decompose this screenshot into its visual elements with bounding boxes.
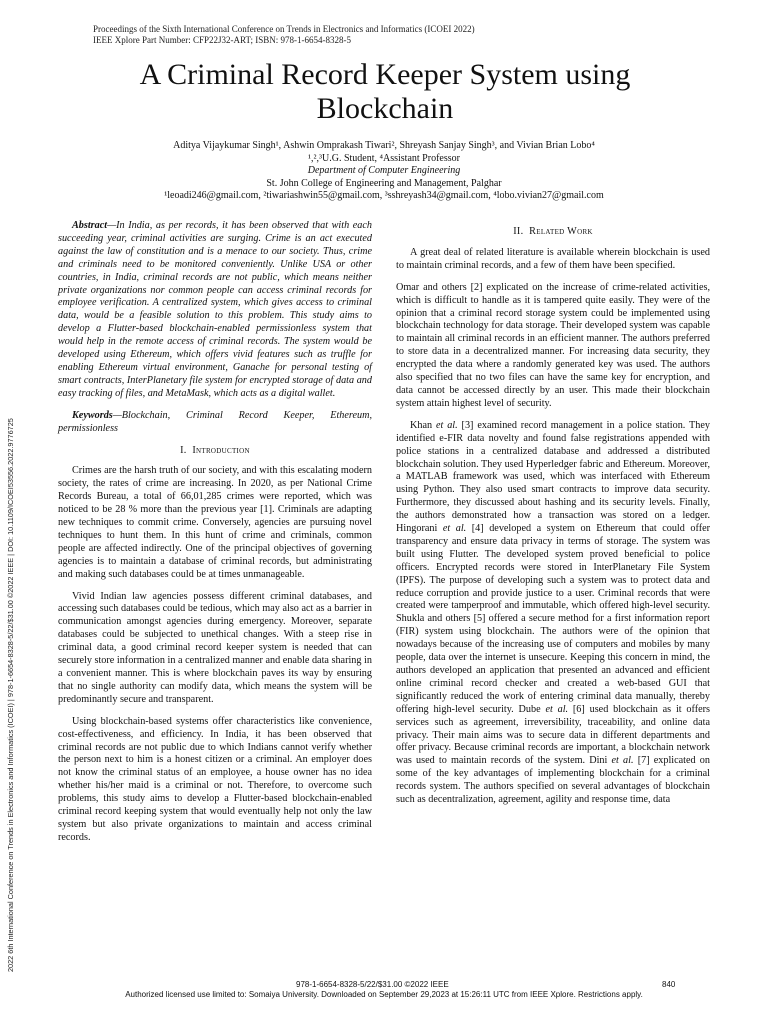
related-paragraph-2: Omar and others [2] explicated on the increase of crime-related activities, which is difficult to handle as it is tampered quite easily. They were of the opinion that a criminal record storage system could be implemented using blockchain technology for data storage. Their developed system was capable to maintain all criminal records in an efficient manner. The authors preferred to store data in a decentralized manner. For increasing data security, they encrypted the data where a randomly generated key was used. The authors also specified that no two files can have the same key for encryption, and data cannot be accessed directly by an user. This made their blockchain system attain highest level of security. <box>396 281 710 409</box>
text-run: [7] explicated on some of the key advantages of implementing blockchain for a criminal records system. The authors specified on several advantages of blockchain such as decentralization, agreement, agility and response time, data <box>396 755 710 806</box>
conference-header-line2: IEEE Xplore Part Number: CFP22J32-ART; ISBN: 978-1-6654-8328-5 <box>93 35 351 45</box>
intro-paragraph-1: Crimes are the harsh truth of our society, and with this escalating modern society, the rates of crime are increasing. In 2020, as per National Crime Records Bureau, a total of 66,01,285 crimes were reported, which was noticed to be 28 % more than the previous year [1]. Criminals are adapting new techniques to commit crime. Conversely, agencies are pursuing novel techniques to hunt them. In this hunt of crime and criminals, common people are affected indirectly. One of the principal objectives of governing agencies is to maintain a database of criminal records, but administrating and making such databases could be at times unmanageable. <box>58 465 372 580</box>
text-run: [6] used blockchain as it offers services such as agreement, irreversibility, traceability, and online data privacy. Their main aims was to secure data in different departments and offer privacy. Because criminal records are important, a blockchain network was used to maintain records of the system. Dini <box>396 703 711 767</box>
author-college: St. John College of Engineering and Management, Palghar <box>266 177 502 189</box>
keywords-text: —Blockchain, Criminal Record Keeper, Ethereum, permissionless <box>58 409 372 434</box>
page-number: 840 <box>662 980 676 989</box>
et-al: et al. <box>611 755 634 767</box>
author-emails: ¹leoadi246@gmail.com, ²tiwariashwin55@gmail.com, ³sshreyash34@gmail.com, ⁴lobo.vivian27@gmail.com <box>164 190 604 201</box>
related-paragraph-3 <box>396 420 710 807</box>
author-roles: ¹,²,³U.G. Student, ⁴Assistant Professor <box>308 152 460 164</box>
section-title: Introduction <box>192 444 250 456</box>
author-names: Aditya Vijaykumar Singh¹, Ashwin Omprakash Tiwari², Shreyash Sanjay Singh³, and Vivian Brian Lobo⁴ <box>173 140 595 151</box>
section-heading-related-work <box>396 226 710 239</box>
intro-paragraph-3: Using blockchain-based systems offer characteristics like convenience, cost-effectiveness, and efficiency. In India, it has been observed that criminal records are not public due to which Indians cannot verify whether the person next to him is a honest citizen or a criminal. An employer does not know the criminal status of an employee, a house owner has no idea whether his/her maid is a criminal or not. Therefore, to overcome such problems, this study aims to develop a Flutter-based blockchain-enabled criminal record keeping system that would eventually help not only the law system but also private organizations to maintain and access criminal records. <box>58 715 372 843</box>
abstract-label: Abstract <box>72 220 108 231</box>
author-department: Department of Computer Engineering <box>307 165 461 176</box>
text-run: [3] examined record management in a police station. They identified e-FIR data novelty and found false registrations appended with police stations in a centralized database and addressed a distributed blockchain solution. They used Hyperledger fabric and Ethereum. Moreover, a MATLAB framework was used, which was interfaced with Ethereum using Python. They also used smart contracts to improve data security. Furthermore, they discussed about hashing and its security levels. Finally, the authors demonstrated how a transaction was stored on a ledger. Hingorani <box>396 419 710 535</box>
section-title: Related Work <box>529 226 593 237</box>
section-number: I. <box>180 444 187 456</box>
keywords <box>58 410 372 436</box>
author-block <box>60 140 708 203</box>
conference-header-line1: Proceedings of the Sixth International Conference on Trends in Electronics and Informatics (ICOEI 2022) <box>93 24 475 34</box>
doi-sidebar: 2022 6th International Conference on Trends in Electronics and Informatics (ICOEI) | 978-1-6654-8328-5/22/$31.00 ©2022 IEEE | DOI: 10.1109/ICOEI53556.2022.9776725 <box>6 418 15 972</box>
et-al: et al. <box>545 703 569 715</box>
text-run: [4] developed a system on Ethereum that could offer transparency and ensure data privacy in terms of storage. The system was built using Flutter. The developed system proved beneficial to police officers. Encrypted records were stored in InterPlanetary File System (IPFS). The purpose of developing such a system was to protect data and reduce corruption and provide justice to a user. Criminal records that were created were tamperproof and immutable, which offered high-level security. Shukla and others [5] offered a secure method for a first information report (FIR) system using blockchain. The authors were of the opinion that nowadays because of the increasing use of computers and mobiles by many people, data over the internet is unsecure. Keeping this concern in mind, the authors developed an application that presented an advanced and efficient online criminal record checker and created a web-based GUI that significantly reduced the work of entering criminal data manually, thereby offering high-level security. Dube <box>396 523 711 715</box>
intro-paragraph-2: Vivid Indian law agencies possess different criminal databases, and accessing such databases could be tedious, which may also act as a barrier in communication amongst agencies during emergency. Moreover, separate databases could be subjected to unethical changes. With a steep rise in criminal data, a good criminal record keeper system is needed that can securely store information in a centralized manner and enable data sharing in a convenient manner. This is where blockchain paves its way by ensuring that no single authority can modify data, which means the system will be predominantly secure and transparent. <box>58 590 372 705</box>
abstract <box>58 220 372 401</box>
abstract-text: —In India, as per records, it has been observed that with each succeeding year, criminal activities are surging. Crime is an act executed against the law of constitution and is a menace to our society. Thus, crime and criminals need to be monitored conveniently. Unlike USA or other countries, in India, criminal records are not public, which means neither private organizations nor common people can access criminal records for employee verification. A centralized system, which gives access to criminal data, would be a feasible solution to this problem. This study aims to develop a Flutter-based blockchain-enabled permissionless system that would help in the remote access of criminal records. The system would be developed using Ethereum, which offers vivid features such as truffle for enabling Ethereum virtual environment, Ganache for personal testing of smart contracts, InterPlanetary file system for encrypted storage of data and easy tracking of files, and MetaMask, which acts as a digital wallet. <box>58 220 372 399</box>
et-al: et al. <box>442 523 467 535</box>
et-al: et al. <box>435 419 458 431</box>
keywords-label: Keywords <box>72 409 113 421</box>
left-column <box>58 220 372 854</box>
conference-header <box>93 24 475 46</box>
right-column <box>396 220 710 816</box>
section-number: II. <box>513 226 524 237</box>
text-run: Khan <box>410 419 436 431</box>
related-paragraph-1: A great deal of related literature is available wherein blockchain is used to maintain criminal records, and a few of them have been specified. <box>396 246 710 271</box>
license-notice: Authorized licensed use limited to: Somaiya University. Downloaded on September 29,2023 at 15:26:11 UTC from IEEE Xplore. Restrictions apply. <box>125 990 643 999</box>
section-heading-introduction <box>58 445 372 458</box>
footer-code: 978-1-6654-8328-5/22/$31.00 ©2022 IEEE <box>296 980 449 989</box>
paper-title: A Criminal Record Keeper System using Blockchain <box>139 58 631 125</box>
